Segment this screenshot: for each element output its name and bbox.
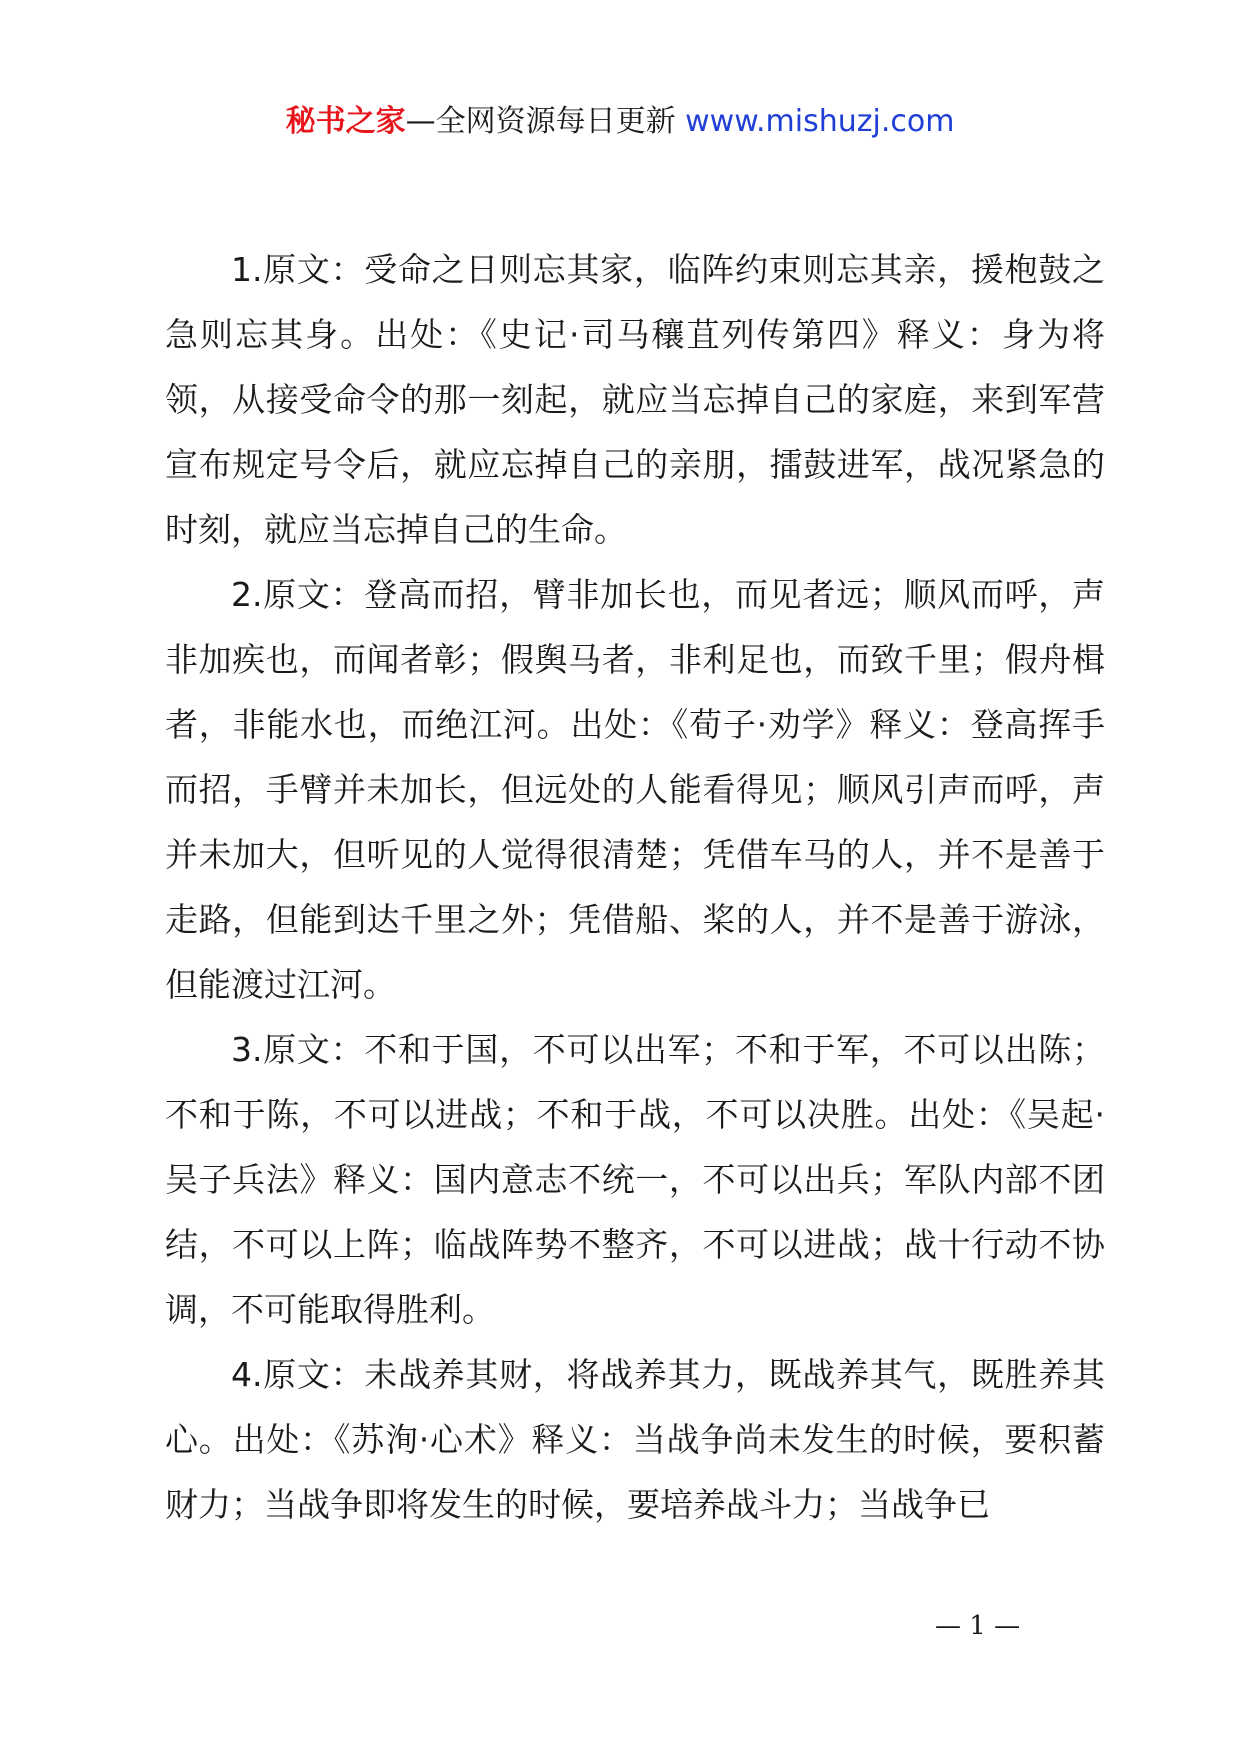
document-body [165,237,1105,1537]
page-number: — 1 — [935,1611,1021,1641]
paragraph-3: 3.原文：不和于国，不可以出军；不和于军，不可以出陈；不和于陈，不可以进战；不和于战，不可以决胜。出处：《吴起·吴子兵法》释义：国内意志不统一，不可以出兵；军队内部不团结，不可以上阵；临战阵势不整齐，不可以进战；战十行动不协调，不可能取得胜利。 [165,1030,1105,1329]
paragraph-4: 4.原文：未战养其财，将战养其力，既战养其气，既胜养其心。出处：《苏洵·心术》释义：当战争尚未发生的时候，要积蓄财力；当战争即将发生的时候，要培养战斗力；当战争已 [165,1355,1105,1524]
brand-name: 秘书之家 [285,104,406,139]
website-link[interactable]: www.mishuzj.com [685,104,955,139]
paragraph-1: 1.原文：受命之日则忘其家，临阵约束则忘其亲，援枹鼓之急则忘其身。出处：《史记·司马穰苴列传第四》释义：身为将领，从接受命令的那一刻起，就应当忘掉自己的家庭，来到军营宣布规定号令后，就应忘掉自己的亲朋，擂鼓进军，战况紧急的时刻，就应当忘掉自己的生命。 [165,250,1105,549]
page-header [0,100,1240,144]
paragraph-2: 2.原文：登高而招，臂非加长也，而见者远；顺风而呼，声非加疾也，而闻者彰；假舆马者，非利足也，而致千里；假舟楫者，非能水也，而绝江河。出处：《荀子·劝学》释义：登高挥手而招，手臂并未加长，但远处的人能看得见；顺风引声而呼，声并未加大，但听见的人觉得很清楚；凭借车马的人，并不是善于走路，但能到达千里之外；凭借船、桨的人，并不是善于游泳，但能渡过江河。 [165,575,1105,1004]
header-tagline: —全网资源每日更新 [405,104,676,139]
